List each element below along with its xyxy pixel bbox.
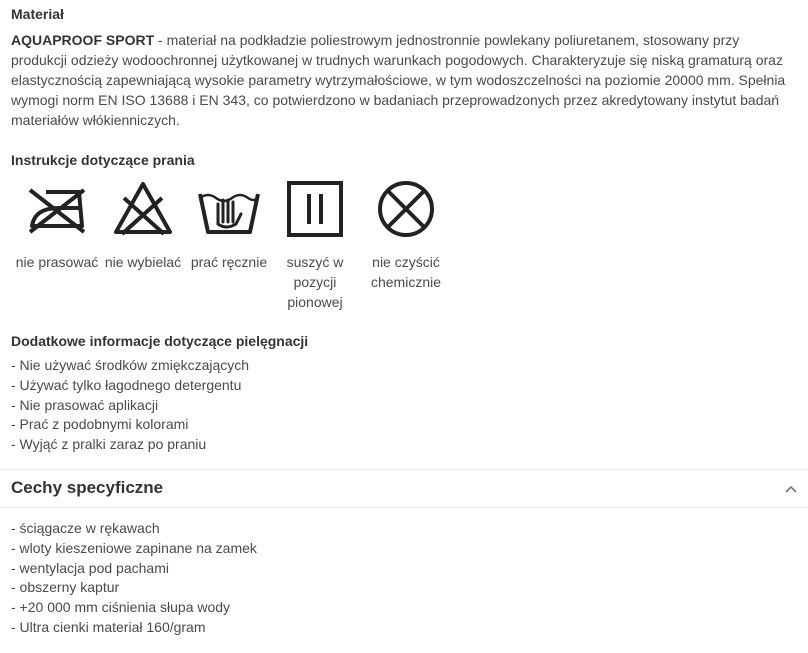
care-item-hand-wash [186, 180, 272, 272]
washing-heading: Instrukcje dotyczące prania [11, 152, 195, 168]
material-brand: AQUAPROOF SPORT [11, 32, 155, 48]
features-list [11, 519, 257, 638]
material-description [11, 30, 791, 130]
care-label: nie prasować [15, 254, 99, 270]
drip-dry-vertical-icon [282, 180, 348, 238]
list-item: - Nie prasować aplikacji [11, 396, 159, 413]
care-heading: Dodatkowe informacje dotyczące pielęgnacji [11, 333, 309, 349]
hand-wash-icon [196, 180, 262, 238]
material-heading: Materiał [11, 6, 64, 22]
care-list [11, 356, 249, 455]
list-item: - wloty kieszeniowe zapinane na zamek [11, 539, 257, 556]
no-bleach-icon [110, 180, 176, 238]
care-label: suszyć w pozycji pionowej [286, 254, 344, 310]
features-heading[interactable]: Cechy specyficzne [11, 478, 164, 497]
list-item: - Używać tylko łagodnego detergentu [11, 376, 242, 393]
divider [0, 469, 808, 470]
care-label: nie czyścić chemicznie [370, 254, 442, 290]
list-item: - Ultra cienki materiał 160/gram [11, 618, 206, 635]
care-item-no-iron [14, 180, 100, 272]
washing-instructions [0, 180, 460, 310]
no-dry-clean-icon [373, 180, 439, 238]
no-iron-icon [24, 180, 90, 238]
list-item: - Nie używać środków zmiękczających [11, 357, 250, 373]
list-item: - Prać z podobnymi kolorami [11, 416, 189, 433]
list-item: - ściągacze w rękawach [11, 520, 160, 536]
care-item-no-bleach [100, 180, 186, 272]
list-item: - wentylacja pod pachami [11, 559, 169, 576]
divider [0, 507, 808, 508]
care-item-no-dry-clean [363, 180, 449, 292]
chevron-up-icon[interactable] [784, 482, 798, 496]
care-label: prać ręcznie [190, 254, 268, 270]
list-item: - obszerny kaptur [11, 579, 120, 596]
care-item-drip-dry [272, 180, 358, 312]
list-item: - Wyjąć z pralki zaraz po praniu [11, 436, 207, 453]
care-label: nie wybielać [104, 254, 182, 270]
material-text: - materiał na podkładzie poliestrowym jednostronnie powlekany poliuretanem, stosowany przy produkcji odzieży wodoochronnej użytkowanej w trudnych warunkach pogodowych. Charakteryzuje się niską gramaturą oraz elastycznością zapewniającą wysokie parametry wytrzymałościowe, w tym wodoszczelności na poziomie 20000 mm. Spełnia wymogi norm EN ISO 13688 i EN 343, co potwierdzono w badaniach przeprowadzonych przez akredytowany instytut badań materiałów włókienniczych. [11, 32, 786, 128]
list-item: - +20 000 mm ciśnienia słupa wody [11, 599, 231, 616]
